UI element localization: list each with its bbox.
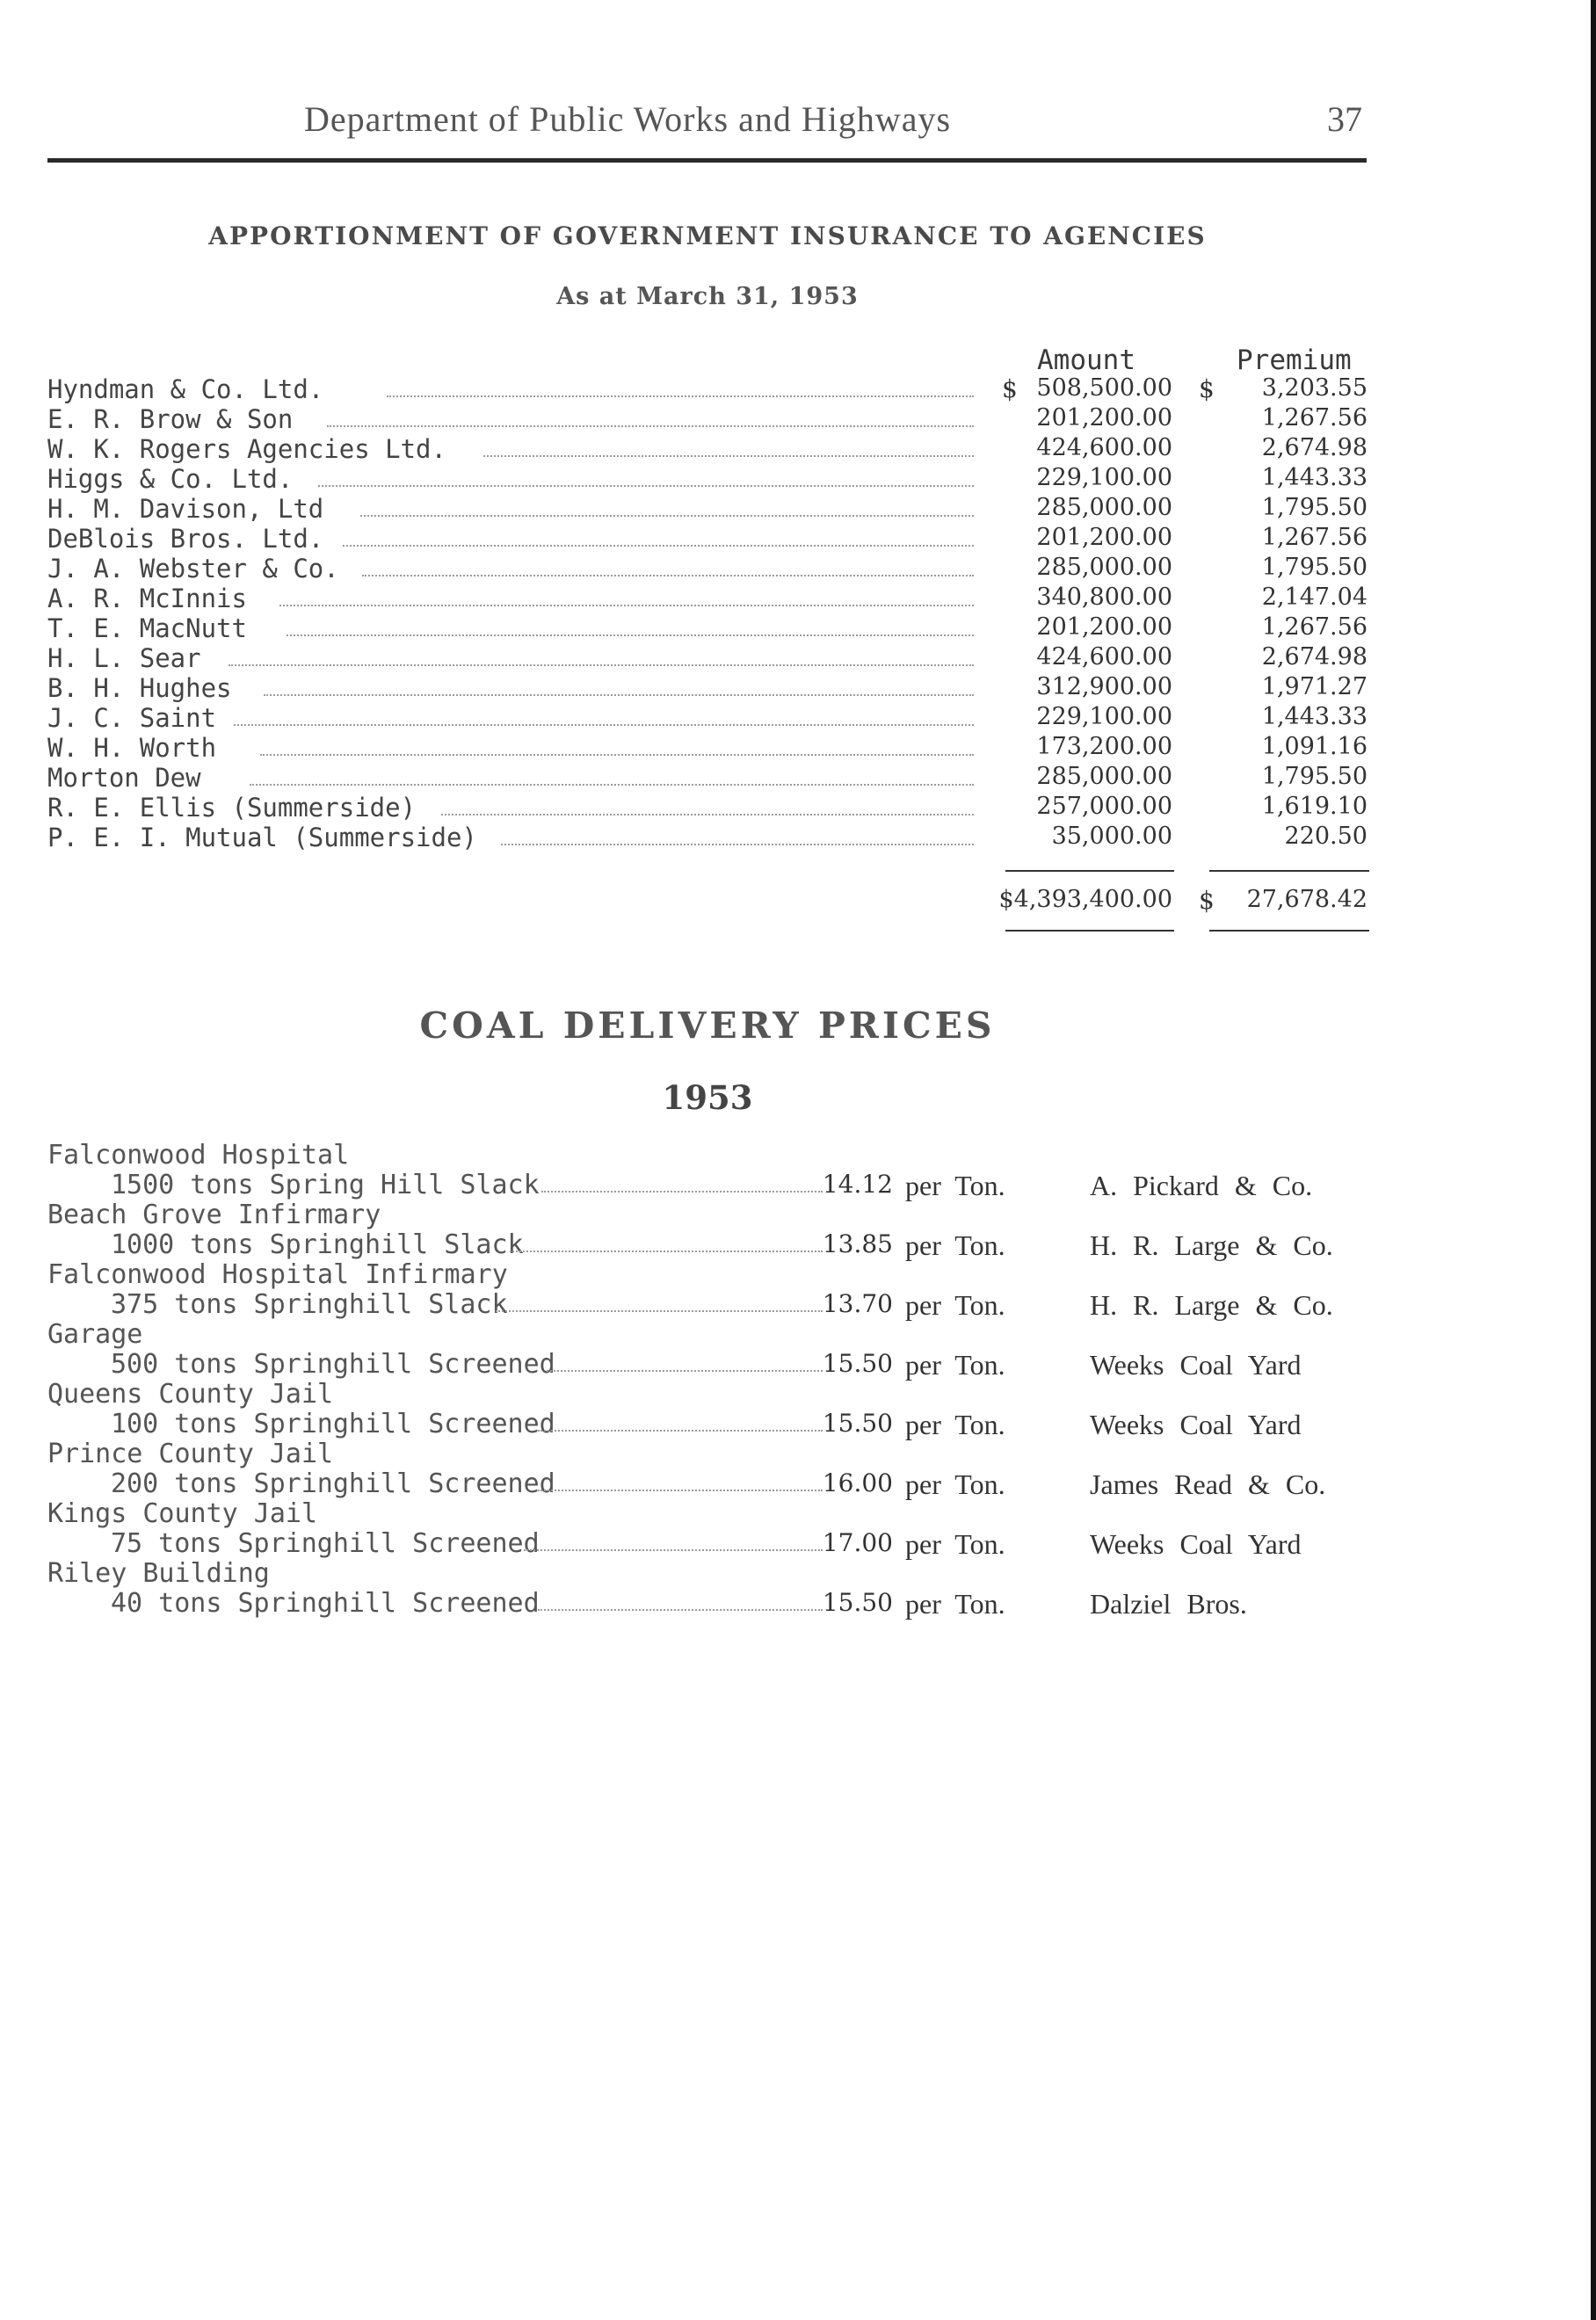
coal-price: 16.00 <box>822 1468 893 1497</box>
currency-symbol: $ <box>1199 374 1215 403</box>
running-head-title: Department of Public Works and Highways <box>304 99 952 139</box>
list-item <box>0 1140 1596 1201</box>
insurance-title: APPORTIONMENT OF GOVERNMENT INSURANCE TO AGENCIES <box>208 221 1207 250</box>
leader-dots <box>538 1430 823 1432</box>
table-row <box>0 643 1596 673</box>
leader-dots <box>318 485 974 487</box>
coal-supplier: Dalziel Bros. <box>1090 1588 1247 1620</box>
amount-value: 229,100.00 <box>1036 703 1172 730</box>
table-row <box>0 703 1596 733</box>
leader-dots <box>501 844 974 845</box>
coal-section-title: COAL DELIVERY PRICES <box>419 1004 996 1047</box>
premium-value: 1,267.56 <box>1261 404 1367 431</box>
delivery-location: Prince County Jail <box>47 1439 334 1469</box>
list-item <box>0 1259 1596 1321</box>
price-unit: per Ton. <box>905 1588 1005 1620</box>
leader-dots <box>250 784 974 786</box>
table-row <box>0 554 1596 584</box>
coal-quantity: 1500 tons Spring Hill Slack <box>111 1170 540 1200</box>
leader-dots <box>524 1549 823 1551</box>
delivery-location: Falconwood Hospital Infirmary <box>47 1259 508 1290</box>
coal-quantity: 375 tons Springhill Slack <box>111 1289 508 1320</box>
amount-value: 257,000.00 <box>1036 793 1172 820</box>
table-row <box>0 584 1596 613</box>
agency-name: W. K. Rogers Agencies Ltd. <box>47 434 446 464</box>
premium-value: 1,795.50 <box>1261 763 1367 790</box>
leader-dots <box>279 605 974 606</box>
price-unit: per Ton. <box>905 1289 1005 1321</box>
coal-supplier: Weeks Coal Yard <box>1090 1409 1302 1440</box>
amount-value: 340,800.00 <box>1036 584 1172 611</box>
coal-price: 15.50 <box>822 1409 893 1438</box>
amount-value: 424,600.00 <box>1036 434 1172 461</box>
amount-value: 229,100.00 <box>1036 464 1172 491</box>
list-item <box>0 1379 1596 1440</box>
amount-value: 285,000.00 <box>1036 554 1172 581</box>
agency-name: W. H. Worth <box>47 733 217 763</box>
coal-price: 13.85 <box>822 1229 893 1258</box>
coal-quantity: 1000 tons Springhill Slack <box>111 1229 524 1260</box>
coal-quantity: 75 tons Springhill Screened <box>111 1528 540 1559</box>
table-row <box>0 823 1596 852</box>
coal-supplier: H. R. Large & Co. <box>1090 1289 1333 1321</box>
leader-dots <box>260 754 974 756</box>
leader-dots <box>387 395 974 397</box>
price-unit: per Ton. <box>905 1349 1005 1381</box>
table-row <box>0 613 1596 643</box>
coal-quantity: 500 tons Springhill Screened <box>111 1349 555 1380</box>
amount-value: 201,200.00 <box>1036 613 1172 641</box>
coal-price: 15.50 <box>822 1349 893 1378</box>
amount-value: 424,600.00 <box>1036 643 1172 671</box>
agency-name: P. E. I. Mutual (Summerside) <box>47 823 477 852</box>
table-row <box>0 434 1596 464</box>
amount-value: 201,200.00 <box>1036 524 1172 551</box>
total-premium: 27,678.42 <box>1246 886 1367 913</box>
premium-value: 2,147.04 <box>1261 584 1367 611</box>
premium-value: 1,619.10 <box>1261 793 1367 820</box>
agency-name: J. C. Saint <box>47 703 217 733</box>
leader-dots <box>287 634 974 636</box>
coal-price: 14.12 <box>822 1170 893 1199</box>
coal-supplier: Weeks Coal Yard <box>1090 1528 1302 1560</box>
table-row <box>0 494 1596 524</box>
price-unit: per Ton. <box>905 1528 1005 1560</box>
leader-dots <box>441 814 974 816</box>
delivery-location: Queens County Jail <box>47 1379 334 1410</box>
column-header-amount: Amount <box>1037 344 1135 376</box>
leader-dots <box>538 1490 823 1491</box>
agency-name: Hyndman & Co. Ltd. <box>47 374 324 404</box>
price-unit: per Ton. <box>905 1170 1005 1201</box>
header-rule <box>47 158 1367 163</box>
list-item <box>0 1558 1596 1620</box>
amount-value: 35,000.00 <box>1051 823 1172 850</box>
agency-name: H. L. Sear <box>47 643 201 673</box>
list-item <box>0 1498 1596 1560</box>
total-rule-premium <box>1209 870 1369 872</box>
table-row <box>0 763 1596 793</box>
total-row <box>0 886 1596 917</box>
table-row <box>0 793 1596 823</box>
leader-dots <box>229 664 974 666</box>
leader-dots <box>483 455 974 457</box>
column-header-premium: Premium <box>1237 344 1352 376</box>
table-row <box>0 673 1596 703</box>
amount-value: 173,200.00 <box>1036 733 1172 760</box>
amount-value: 312,900.00 <box>1036 673 1172 700</box>
leader-dots <box>510 1251 823 1252</box>
agency-name: DeBlois Bros. Ltd. <box>47 524 324 554</box>
double-rule-amount <box>1005 930 1174 932</box>
coal-quantity: 200 tons Springhill Screened <box>111 1468 555 1499</box>
agency-name: Higgs & Co. Ltd. <box>47 464 294 494</box>
amount-value: 285,000.00 <box>1036 494 1172 521</box>
currency-symbol: $ <box>1002 374 1018 403</box>
agency-name: E. R. Brow & Son <box>47 404 294 434</box>
leader-dots <box>538 1609 823 1611</box>
currency-symbol: $ <box>1199 886 1215 915</box>
total-rule-amount <box>1005 870 1174 872</box>
coal-price: 13.70 <box>822 1289 893 1318</box>
leader-dots <box>264 694 974 696</box>
agency-name: A. R. McInnis <box>47 584 247 613</box>
premium-value: 1,267.56 <box>1261 524 1367 551</box>
agency-name: B. H. Hughes <box>47 673 232 703</box>
table-row <box>0 524 1596 554</box>
premium-value: 2,674.98 <box>1261 434 1367 461</box>
price-unit: per Ton. <box>905 1409 1005 1440</box>
coal-price: 15.50 <box>822 1588 893 1617</box>
premium-value: 3,203.55 <box>1261 374 1367 402</box>
delivery-location: Beach Grove Infirmary <box>47 1200 381 1230</box>
leader-dots <box>343 545 974 547</box>
price-unit: per Ton. <box>905 1468 1005 1500</box>
premium-value: 1,795.50 <box>1261 554 1367 581</box>
delivery-location: Kings County Jail <box>47 1498 318 1529</box>
leader-dots <box>360 515 974 517</box>
table-row <box>0 733 1596 763</box>
page-number: 37 <box>1327 99 1362 139</box>
leader-dots <box>362 575 974 576</box>
premium-value: 220.50 <box>1284 823 1367 850</box>
agency-name: J. A. Webster & Co. <box>47 554 339 584</box>
amount-value: 285,000.00 <box>1036 763 1172 790</box>
delivery-location: Garage <box>47 1319 143 1350</box>
agency-name: H. M. Davison, Ltd <box>47 494 324 524</box>
premium-value: 1,795.50 <box>1261 494 1367 521</box>
coal-supplier: James Read & Co. <box>1090 1468 1326 1500</box>
premium-value: 2,674.98 <box>1261 643 1367 671</box>
coal-supplier: H. R. Large & Co. <box>1090 1229 1333 1261</box>
coal-supplier: A. Pickard & Co. <box>1090 1170 1313 1201</box>
list-item <box>0 1439 1596 1500</box>
delivery-location: Riley Building <box>47 1558 270 1589</box>
total-amount: $4,393,400.00 <box>998 886 1172 913</box>
premium-value: 1,091.16 <box>1261 733 1367 760</box>
coal-price: 17.00 <box>822 1528 893 1557</box>
leader-dots <box>547 1370 823 1372</box>
coal-quantity: 100 tons Springhill Screened <box>111 1409 555 1439</box>
leader-dots <box>496 1310 823 1312</box>
amount-value: 201,200.00 <box>1036 404 1172 431</box>
list-item <box>0 1200 1596 1261</box>
table-row <box>0 374 1596 404</box>
premium-value: 1,267.56 <box>1261 613 1367 641</box>
insurance-subtitle: As at March 31, 1953 <box>556 283 859 310</box>
table-row <box>0 464 1596 494</box>
premium-value: 1,971.27 <box>1261 673 1367 700</box>
list-item <box>0 1319 1596 1381</box>
price-unit: per Ton. <box>905 1229 1005 1261</box>
amount-value: 508,500.00 <box>1036 374 1172 402</box>
leader-dots <box>541 1191 823 1193</box>
coal-supplier: Weeks Coal Yard <box>1090 1349 1302 1381</box>
coal-quantity: 40 tons Springhill Screened <box>111 1588 540 1619</box>
agency-name: R. E. Ellis (Summerside) <box>47 793 417 823</box>
agency-name: T. E. MacNutt <box>47 613 247 643</box>
coal-section-year: 1953 <box>662 1078 753 1117</box>
agency-name: Morton Dew <box>47 763 201 793</box>
double-rule-premium <box>1209 930 1369 932</box>
leader-dots <box>234 724 974 726</box>
table-row <box>0 404 1596 434</box>
delivery-location: Falconwood Hospital <box>47 1140 350 1171</box>
leader-dots <box>327 425 974 427</box>
premium-value: 1,443.33 <box>1261 464 1367 491</box>
premium-value: 1,443.33 <box>1261 703 1367 730</box>
